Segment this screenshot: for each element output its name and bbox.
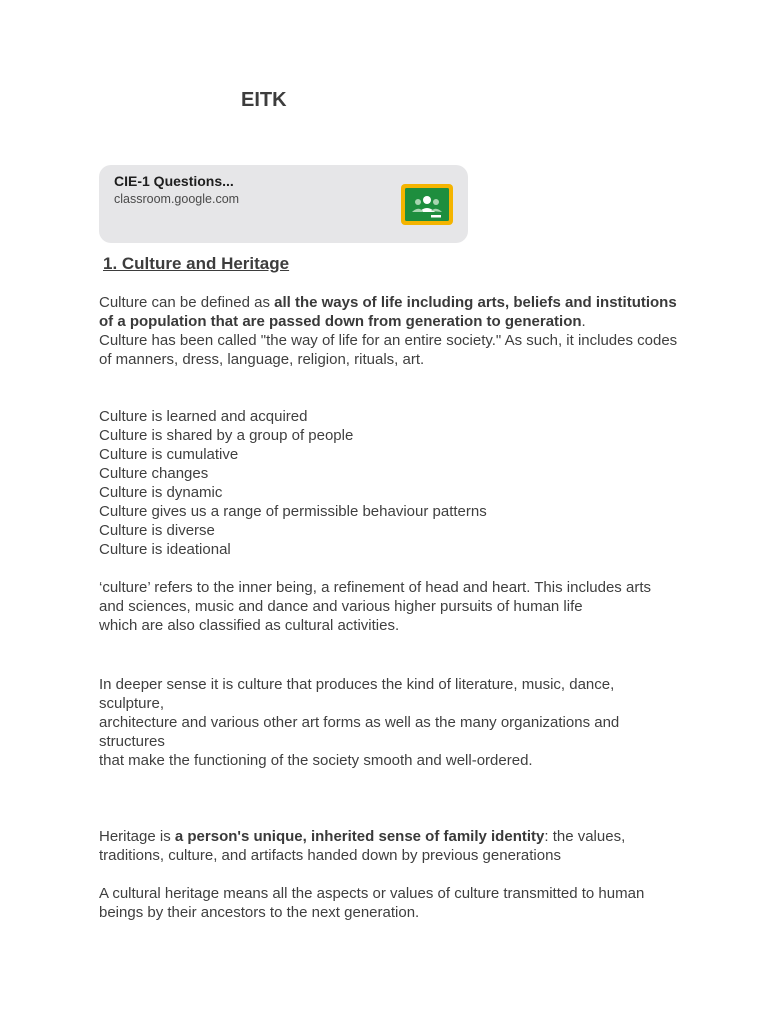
way-of-life-paragraph: Culture has been called "the way of life for an entire society." As such, it includes codes of manners, dress, language, religion, rituals, art. [99,332,678,368]
trait-item: Culture is dynamic [99,484,223,501]
link-preview-card[interactable] [99,165,468,243]
trait-item: Culture gives us a range of permissible behaviour patterns [99,503,487,520]
heritage-text: Heritage is [99,828,175,845]
heritage-end-text: : the values, traditions, culture, and artifacts handed down by previous generations [99,828,626,864]
cultural-heritage-paragraph [99,884,679,922]
definition-paragraph [99,293,679,331]
culture-traits-list [99,407,679,559]
document-title: EITK [241,89,287,111]
deeper-sense-line: that make the functioning of the society smooth and well-ordered. [99,752,533,769]
inner-being-line: ‘culture’ refers to the inner being, a refinement of head and heart. This includes arts and sciences, music and dance and various higher pursuits of human life [99,579,651,615]
heritage-paragraph [99,827,669,865]
inner-being-paragraph [99,578,679,635]
link-preview-title: CIE-1 Questions... [114,173,234,189]
cultural-heritage-line: beings by their ancestors to the next generation. [99,904,420,921]
inner-being-line: which are also classified as cultural activities. [99,617,400,634]
definition-end-text: . [581,313,586,330]
deeper-sense-line: architecture and various other art forms as well as the many organizations and structures [99,714,620,750]
definition-text: Culture can be defined as [99,294,275,311]
deeper-sense-paragraph [99,675,679,770]
culture-definition-block [99,293,679,369]
section-heading: 1. Culture and Heritage [103,254,290,273]
trait-item: Culture is diverse [99,522,215,539]
deeper-sense-line: In deeper sense it is culture that produces the kind of literature, music, dance, sculpture, [99,676,615,712]
trait-item: Culture changes [99,465,209,482]
trait-item: Culture is ideational [99,541,231,558]
link-preview-domain: classroom.google.com [114,192,240,206]
google-classroom-icon [401,184,453,225]
trait-item: Culture is learned and acquired [99,408,308,425]
trait-item: Culture is cumulative [99,446,239,463]
heritage-bold-text: a person's unique, inherited sense of family identity [174,828,545,845]
cultural-heritage-line: A cultural heritage means all the aspects or values of culture transmitted to human [99,885,645,902]
heritage-definition [99,827,669,865]
trait-item: Culture is shared by a group of people [99,427,354,444]
definition-bold-text: all the ways of life including arts, beliefs and institutions of a population that are passed down from generation to generation [99,294,677,330]
